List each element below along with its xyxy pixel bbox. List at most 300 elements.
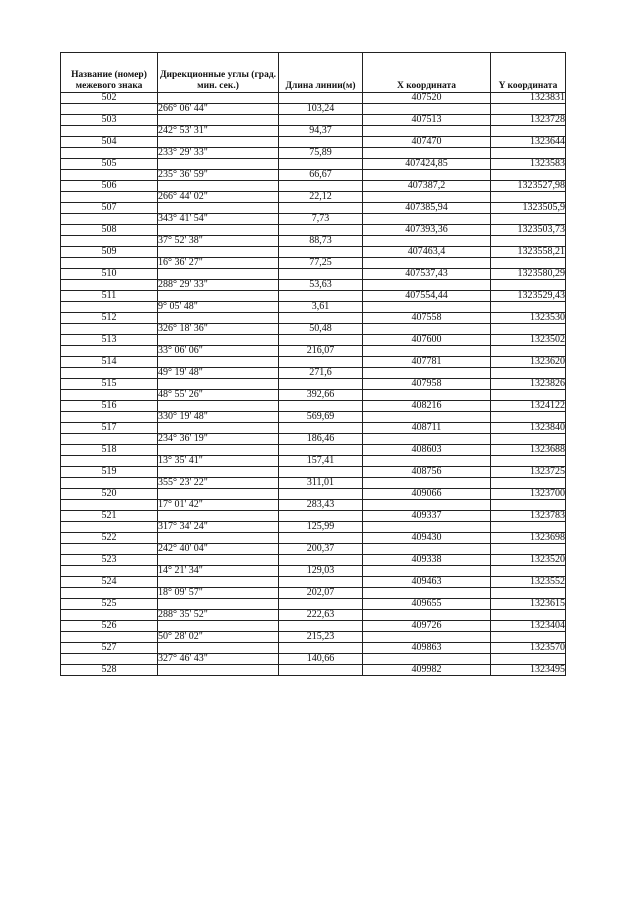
y-coordinate: 1323620 [491,357,566,368]
point-name: 507 [61,203,158,214]
direction-angle: 343° 41' 54" [158,214,279,225]
empty-cell [363,522,491,533]
empty-cell [61,170,158,181]
point-row [61,159,566,170]
point-row [61,269,566,280]
x-coordinate: 407385,94 [363,203,491,214]
point-row [61,511,566,522]
empty-cell [279,467,363,478]
point-row [61,467,566,478]
point-row [61,423,566,434]
point-name: 511 [61,291,158,302]
line-length: 3,61 [279,302,363,313]
line-length: 283,43 [279,500,363,511]
point-row [61,445,566,456]
point-row [61,621,566,632]
empty-cell [279,93,363,104]
line-length: 392,66 [279,390,363,401]
line-length: 50,48 [279,324,363,335]
header-length: Длина линии(м) [279,53,363,93]
line-length: 125,99 [279,522,363,533]
empty-cell [158,577,279,588]
empty-cell [491,654,566,665]
empty-cell [491,610,566,621]
empty-cell [158,335,279,346]
line-length: 88,73 [279,236,363,247]
x-coordinate: 407781 [363,357,491,368]
x-coordinate: 407424,85 [363,159,491,170]
empty-cell [491,412,566,423]
point-row [61,115,566,126]
empty-cell [158,313,279,324]
x-coordinate: 407387,2 [363,181,491,192]
empty-cell [61,148,158,159]
direction-angle: 242° 40' 04" [158,544,279,555]
empty-cell [491,346,566,357]
empty-cell [158,665,279,676]
empty-cell [491,104,566,115]
point-row [61,357,566,368]
x-coordinate: 407537,43 [363,269,491,280]
point-row [61,533,566,544]
empty-cell [363,390,491,401]
empty-cell [61,214,158,225]
y-coordinate: 1323570 [491,643,566,654]
segment-row [61,456,566,467]
direction-angle: 17° 01' 42" [158,500,279,511]
empty-cell [158,599,279,610]
x-coordinate: 408711 [363,423,491,434]
direction-angle: 9° 05' 48" [158,302,279,313]
point-row [61,291,566,302]
point-name: 527 [61,643,158,654]
point-name: 519 [61,467,158,478]
empty-cell [279,313,363,324]
point-row [61,577,566,588]
point-row [61,489,566,500]
empty-cell [279,533,363,544]
point-name: 509 [61,247,158,258]
line-length: 94,37 [279,126,363,137]
point-row [61,335,566,346]
empty-cell [363,104,491,115]
point-name: 524 [61,577,158,588]
segment-row [61,610,566,621]
y-coordinate: 1323698 [491,533,566,544]
y-coordinate: 1323529,43 [491,291,566,302]
empty-cell [61,478,158,489]
direction-angle: 317° 34' 24" [158,522,279,533]
x-coordinate: 409982 [363,665,491,676]
point-row [61,203,566,214]
empty-cell [61,302,158,313]
empty-cell [491,522,566,533]
y-coordinate: 1323831 [491,93,566,104]
line-length: 222,63 [279,610,363,621]
coordinates-table [60,52,566,676]
point-name: 517 [61,423,158,434]
segment-row [61,258,566,269]
empty-cell [61,610,158,621]
x-coordinate: 409655 [363,599,491,610]
empty-cell [491,258,566,269]
x-coordinate: 409066 [363,489,491,500]
segment-row [61,588,566,599]
direction-angle: 14° 21' 34" [158,566,279,577]
empty-cell [491,302,566,313]
empty-cell [363,258,491,269]
point-name: 503 [61,115,158,126]
x-coordinate: 407600 [363,335,491,346]
empty-cell [363,126,491,137]
direction-angle: 288° 35' 52" [158,610,279,621]
direction-angle: 16° 36' 27" [158,258,279,269]
empty-cell [363,214,491,225]
segment-row [61,632,566,643]
empty-cell [61,544,158,555]
empty-cell [363,456,491,467]
direction-angle: 242° 53' 31" [158,126,279,137]
point-name: 526 [61,621,158,632]
empty-cell [279,643,363,654]
empty-cell [363,368,491,379]
point-name: 518 [61,445,158,456]
point-name: 510 [61,269,158,280]
x-coordinate: 409338 [363,555,491,566]
segment-row [61,566,566,577]
empty-cell [61,566,158,577]
empty-cell [279,555,363,566]
empty-cell [363,478,491,489]
table-body [61,93,566,676]
x-coordinate: 408603 [363,445,491,456]
segment-row [61,236,566,247]
empty-cell [491,192,566,203]
empty-cell [279,511,363,522]
empty-cell [491,368,566,379]
y-coordinate: 1323580,29 [491,269,566,280]
empty-cell [158,533,279,544]
point-row [61,555,566,566]
empty-cell [279,577,363,588]
point-name: 515 [61,379,158,390]
y-coordinate: 1323644 [491,137,566,148]
segment-row [61,280,566,291]
empty-cell [158,203,279,214]
y-coordinate: 1323404 [491,621,566,632]
segment-row [61,434,566,445]
empty-cell [363,544,491,555]
empty-cell [491,588,566,599]
empty-cell [363,500,491,511]
empty-cell [279,401,363,412]
empty-cell [158,621,279,632]
point-name: 506 [61,181,158,192]
point-row [61,137,566,148]
point-name: 514 [61,357,158,368]
segment-row [61,412,566,423]
empty-cell [61,368,158,379]
line-length: 215,23 [279,632,363,643]
empty-cell [491,324,566,335]
y-coordinate: 1323495 [491,665,566,676]
point-name: 504 [61,137,158,148]
empty-cell [363,324,491,335]
x-coordinate: 407558 [363,313,491,324]
y-coordinate: 1323527,98 [491,181,566,192]
empty-cell [61,500,158,511]
empty-cell [491,148,566,159]
line-length: 216,07 [279,346,363,357]
empty-cell [363,610,491,621]
line-length: 202,07 [279,588,363,599]
direction-angle: 235° 36' 59" [158,170,279,181]
empty-cell [158,291,279,302]
line-length: 77,25 [279,258,363,269]
empty-cell [279,335,363,346]
y-coordinate: 1323558,21 [491,247,566,258]
segment-row [61,654,566,665]
empty-cell [279,599,363,610]
header-y: Y координата [491,53,566,93]
empty-cell [363,346,491,357]
empty-cell [158,511,279,522]
empty-cell [61,126,158,137]
empty-cell [491,544,566,555]
point-row [61,643,566,654]
header-x: X координата [363,53,491,93]
y-coordinate: 1323502 [491,335,566,346]
empty-cell [158,357,279,368]
empty-cell [61,390,158,401]
empty-cell [158,225,279,236]
direction-angle: 49° 19' 48" [158,368,279,379]
y-coordinate: 1323615 [491,599,566,610]
empty-cell [363,434,491,445]
x-coordinate: 409463 [363,577,491,588]
empty-cell [491,500,566,511]
empty-cell [491,170,566,181]
empty-cell [491,280,566,291]
empty-cell [491,632,566,643]
point-row [61,599,566,610]
empty-cell [279,225,363,236]
line-length: 22,12 [279,192,363,203]
empty-cell [61,192,158,203]
direction-angle: 330° 19' 48" [158,412,279,423]
empty-cell [491,214,566,225]
y-coordinate: 1323552 [491,577,566,588]
x-coordinate: 407513 [363,115,491,126]
empty-cell [279,291,363,302]
point-name: 520 [61,489,158,500]
empty-cell [491,478,566,489]
empty-cell [363,302,491,313]
point-name: 505 [61,159,158,170]
y-coordinate: 1323583 [491,159,566,170]
empty-cell [279,379,363,390]
empty-cell [363,588,491,599]
coordinates-document [60,52,565,832]
empty-cell [61,280,158,291]
empty-cell [158,93,279,104]
empty-cell [491,236,566,247]
x-coordinate: 408756 [363,467,491,478]
empty-cell [491,434,566,445]
direction-angle: 233° 29' 33" [158,148,279,159]
x-coordinate: 407520 [363,93,491,104]
empty-cell [279,159,363,170]
empty-cell [279,247,363,258]
point-row [61,225,566,236]
empty-cell [61,654,158,665]
empty-cell [158,643,279,654]
point-row [61,665,566,676]
x-coordinate: 407958 [363,379,491,390]
empty-cell [279,665,363,676]
line-length: 75,89 [279,148,363,159]
y-coordinate: 1323688 [491,445,566,456]
empty-cell [61,522,158,533]
line-length: 186,46 [279,434,363,445]
empty-cell [158,467,279,478]
segment-row [61,302,566,313]
segment-row [61,478,566,489]
segment-row [61,544,566,555]
header-row [61,53,566,93]
point-name: 502 [61,93,158,104]
y-coordinate: 1323840 [491,423,566,434]
line-length: 53,63 [279,280,363,291]
point-name: 522 [61,533,158,544]
header-name: Название (номер) межевого знака [61,53,158,93]
segment-row [61,170,566,181]
line-length: 200,37 [279,544,363,555]
empty-cell [279,357,363,368]
empty-cell [158,159,279,170]
point-name: 521 [61,511,158,522]
empty-cell [363,170,491,181]
segment-row [61,346,566,357]
empty-cell [61,434,158,445]
segment-row [61,324,566,335]
point-name: 523 [61,555,158,566]
empty-cell [279,181,363,192]
segment-row [61,148,566,159]
y-coordinate: 1324122 [491,401,566,412]
point-name: 525 [61,599,158,610]
empty-cell [279,137,363,148]
empty-cell [61,456,158,467]
segment-row [61,522,566,533]
x-coordinate: 409430 [363,533,491,544]
direction-angle: 266° 06' 44" [158,104,279,115]
y-coordinate: 1323728 [491,115,566,126]
point-row [61,379,566,390]
empty-cell [158,401,279,412]
empty-cell [158,137,279,148]
line-length: 140,66 [279,654,363,665]
segment-row [61,500,566,511]
segment-row [61,368,566,379]
direction-angle: 326° 18' 36" [158,324,279,335]
empty-cell [491,390,566,401]
point-name: 508 [61,225,158,236]
empty-cell [279,115,363,126]
point-name: 513 [61,335,158,346]
y-coordinate: 1323783 [491,511,566,522]
empty-cell [158,379,279,390]
empty-cell [158,423,279,434]
segment-row [61,214,566,225]
point-name: 512 [61,313,158,324]
line-length: 157,41 [279,456,363,467]
empty-cell [158,115,279,126]
x-coordinate: 407554,44 [363,291,491,302]
line-length: 7,73 [279,214,363,225]
direction-angle: 355° 23' 22" [158,478,279,489]
empty-cell [491,566,566,577]
empty-cell [158,247,279,258]
point-row [61,401,566,412]
point-name: 528 [61,665,158,676]
empty-cell [279,445,363,456]
x-coordinate: 407393,36 [363,225,491,236]
empty-cell [61,258,158,269]
empty-cell [158,181,279,192]
empty-cell [363,654,491,665]
y-coordinate: 1323700 [491,489,566,500]
empty-cell [363,192,491,203]
direction-angle: 37° 52' 38" [158,236,279,247]
line-length: 569,69 [279,412,363,423]
segment-row [61,192,566,203]
point-row [61,313,566,324]
x-coordinate: 408216 [363,401,491,412]
empty-cell [363,412,491,423]
y-coordinate: 1323520 [491,555,566,566]
segment-row [61,126,566,137]
empty-cell [61,236,158,247]
direction-angle: 13° 35' 41" [158,456,279,467]
point-row [61,181,566,192]
y-coordinate: 1323725 [491,467,566,478]
direction-angle: 48° 55' 26" [158,390,279,401]
empty-cell [491,456,566,467]
direction-angle: 266° 44' 02" [158,192,279,203]
y-coordinate: 1323826 [491,379,566,390]
point-name: 516 [61,401,158,412]
direction-angle: 33° 06' 06" [158,346,279,357]
empty-cell [61,324,158,335]
empty-cell [279,203,363,214]
empty-cell [61,104,158,115]
line-length: 129,03 [279,566,363,577]
segment-row [61,104,566,115]
empty-cell [363,566,491,577]
point-row [61,247,566,258]
empty-cell [279,423,363,434]
x-coordinate: 407463,4 [363,247,491,258]
empty-cell [363,148,491,159]
y-coordinate: 1323530 [491,313,566,324]
empty-cell [363,632,491,643]
point-row [61,93,566,104]
x-coordinate: 409863 [363,643,491,654]
x-coordinate: 407470 [363,137,491,148]
header-angle: Дирекционные углы (град. мин. сек.) [158,53,279,93]
empty-cell [158,489,279,500]
